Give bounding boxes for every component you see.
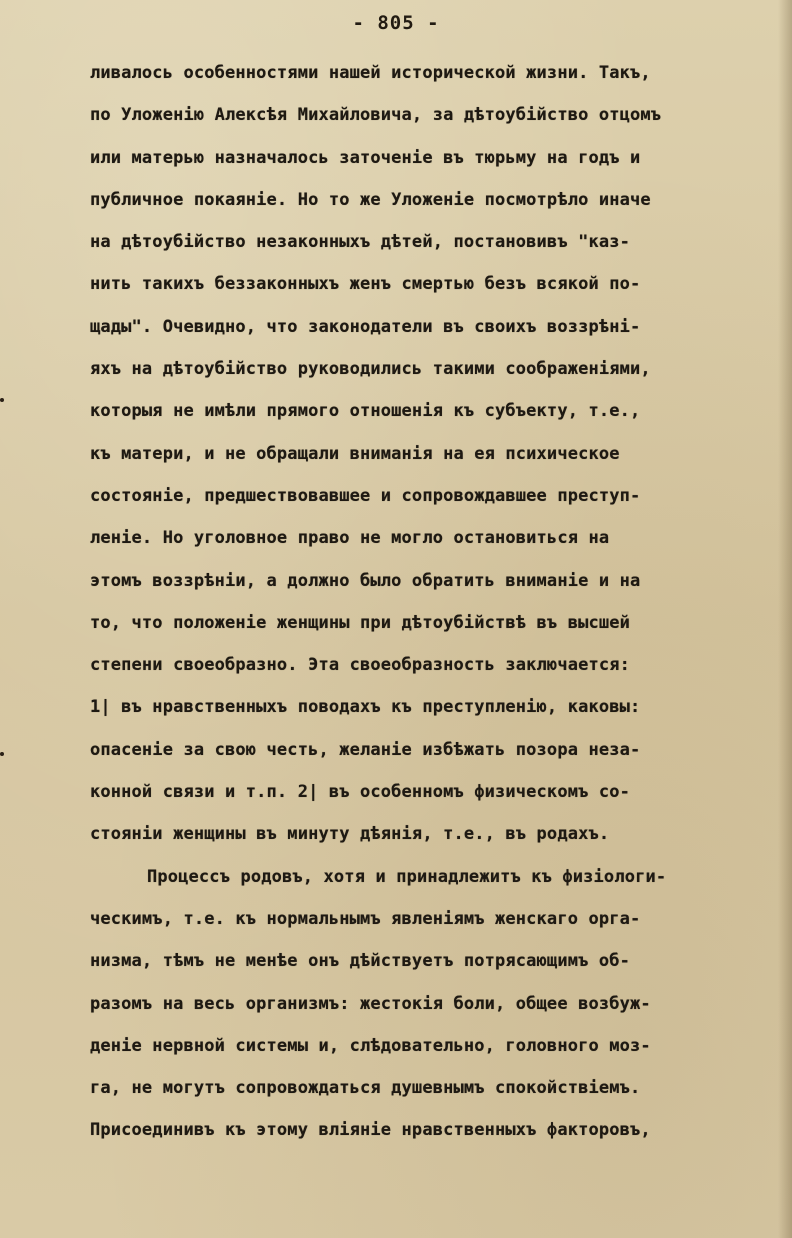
text-line: стояніи женщины въ минуту дѣянія, т.е., въ родахъ. bbox=[90, 824, 610, 845]
page-edge-shadow bbox=[778, 0, 792, 1238]
text-line: то, что положеніе женщины при дѣтоубійствѣ въ высшей bbox=[90, 612, 631, 633]
text-line: 1| въ нравственныхъ поводахъ къ преступленію, каковы: bbox=[90, 697, 641, 718]
text-line: этомъ воззрѣніи, а должно было обратить вниманіе и на bbox=[90, 570, 641, 591]
text-line: нить такихъ беззаконныхъ женъ смертью безъ всякой по- bbox=[90, 274, 641, 295]
text-line: публичное покаяніе. Но то же Уложеніе посмотрѣло иначе bbox=[90, 189, 651, 210]
text-line: ливалось особенностями нашей исторической жизни. Такъ, bbox=[90, 63, 651, 83]
text-line: Процессъ родовъ, хотя и принадлежитъ къ физіологи- bbox=[147, 866, 667, 887]
text-line: или матерью назначалось заточеніе въ тюрьму на годъ и bbox=[90, 147, 641, 168]
body-text bbox=[90, 52, 780, 1152]
text-line: по Уложенію Алексѣя Михайловича, за дѣтоубійство отцомъ bbox=[90, 105, 662, 126]
text-line: яхъ на дѣтоубійство руководились такими соображеніями, bbox=[90, 359, 651, 380]
text-line: деніе нервной системы и, слѣдовательно, головного моз- bbox=[90, 1035, 651, 1056]
text-line: разомъ на весь организмъ: жестокія боли, общее возбуж- bbox=[90, 993, 651, 1014]
text-line: конной связи и т.п. 2| въ особенномъ физическомъ со- bbox=[90, 782, 631, 803]
scan-speck bbox=[0, 398, 4, 402]
text-line: степени своеобразно. Эта своеобразность заключается: bbox=[90, 655, 631, 676]
scan-speck bbox=[0, 752, 4, 756]
text-line: ческимъ, т.е. къ нормальнымъ явленіямъ женскаго орга- bbox=[90, 908, 641, 929]
text-line: состояніе, предшествовавшее и сопровождавшее преступ- bbox=[90, 485, 641, 506]
text-line: на дѣтоубійство незаконныхъ дѣтей, постановивъ "каз- bbox=[90, 232, 631, 253]
text-line: леніе. Но уголовное право не могло остановиться на bbox=[90, 528, 610, 549]
text-line: щады". Очевидно, что законодатели въ своихъ воззрѣні- bbox=[90, 316, 641, 337]
page-number: - 805 - bbox=[352, 12, 440, 34]
text-line: которыя не имѣли прямого отношенія къ субъекту, т.е., bbox=[90, 401, 641, 422]
text-line: га, не могутъ сопровождаться душевнымъ спокойствіемъ. bbox=[90, 1078, 641, 1099]
text-line: къ матери, и не обращали вниманія на ея психическое bbox=[90, 443, 620, 464]
text-line: низма, тѣмъ не менѣе онъ дѣйствуетъ потрясающимъ об- bbox=[90, 951, 631, 972]
text-line: Присоединивъ къ этому вліяніе нравственныхъ факторовъ, bbox=[90, 1120, 651, 1141]
text-line: опасеніе за свою честь, желаніе избѣжать позора неза- bbox=[90, 739, 641, 760]
